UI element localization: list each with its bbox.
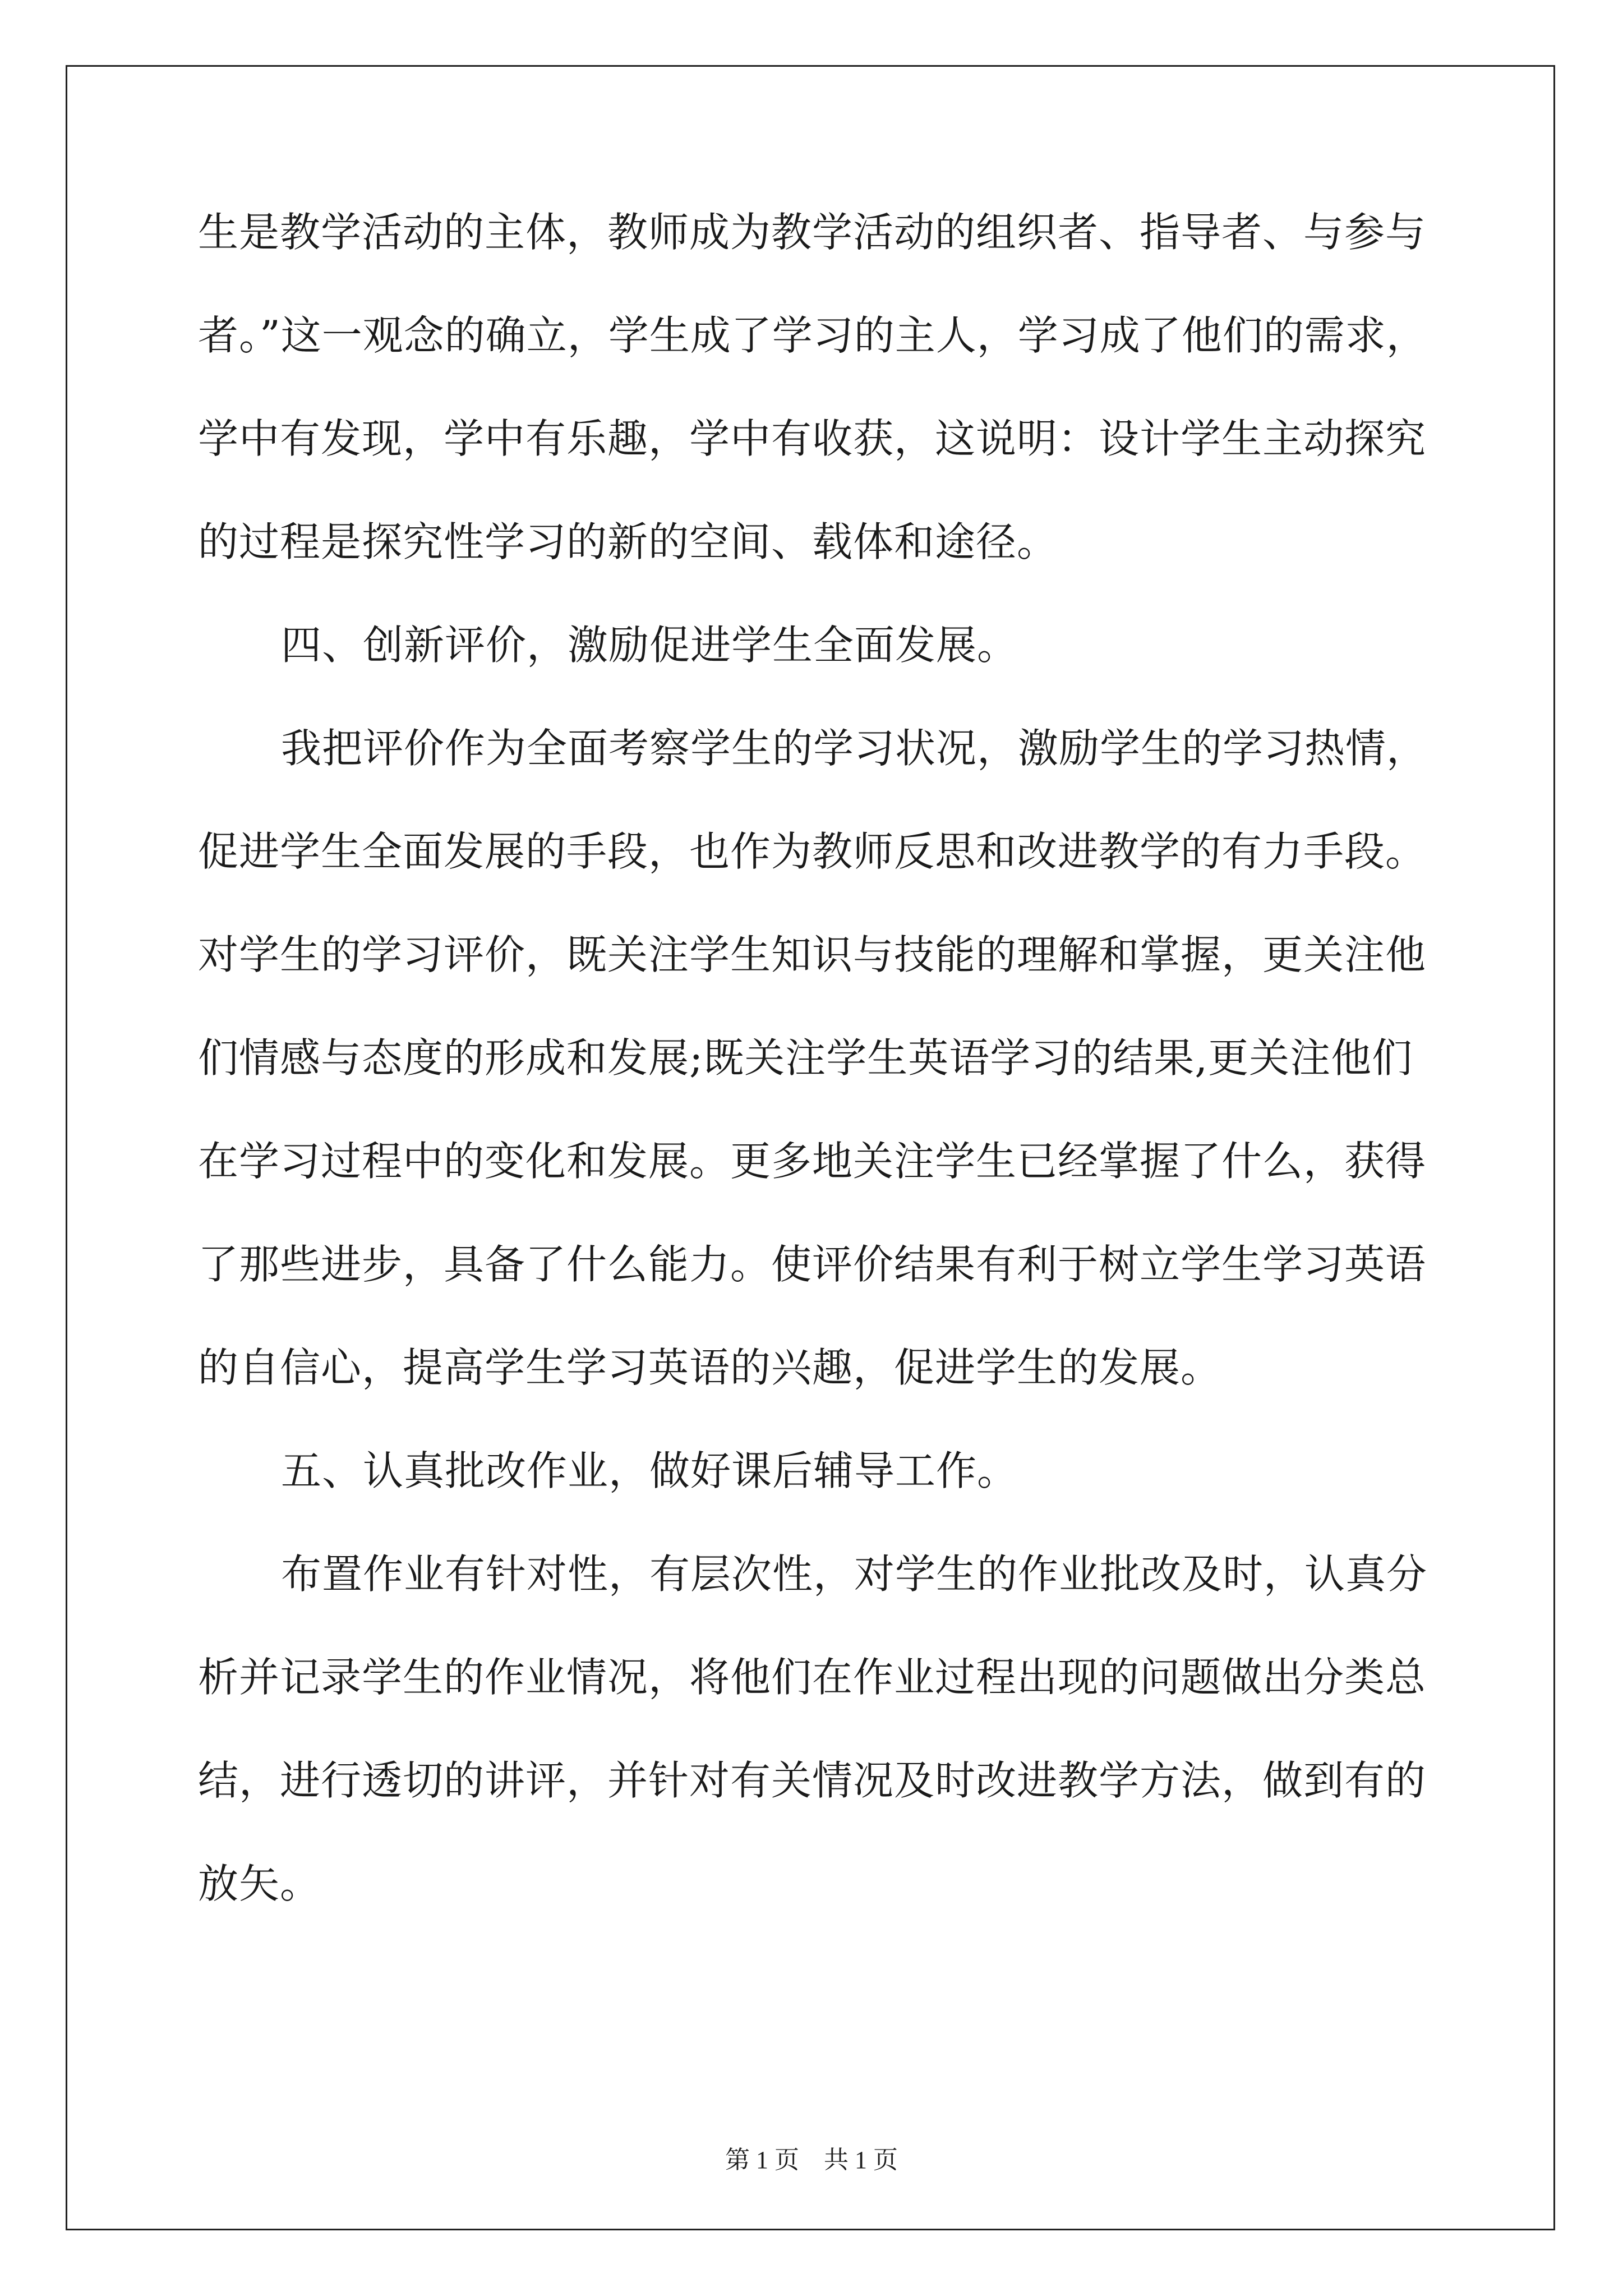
paragraph-start: 布置作业有针对性，有层次性，对学生的作业批改及时，认真分 <box>281 1550 1428 1598</box>
text-line: 们情感与态度的形成和发展;既关注学生英语学习的结果,更关注他们 <box>198 1034 1413 1082</box>
text-line: 结，进行透切的讲评，并针对有关情况及时改进教学方法，做到有的 <box>198 1757 1427 1804</box>
text-line: 生是教学活动的主体，教师成为教学活动的组织者、指导者、与参与 <box>198 209 1427 256</box>
text-line: 者。”这一观念的确立，学生成了学习的主人，学习成了他们的需求， <box>198 312 1427 359</box>
document-body <box>198 209 1432 1967</box>
text-line: 促进学生全面发展的手段，也作为教师反思和改进教学的有力手段。 <box>198 828 1427 875</box>
text-line: 放矢。 <box>198 1860 321 1907</box>
section-heading: 五、认真批改作业，做好课后辅导工作。 <box>281 1447 1018 1494</box>
text-line: 的过程是探究性学习的新的空间、载体和途径。 <box>198 518 1058 565</box>
text-line: 了那些进步，具备了什么能力。使评价结果有利于树立学生学习英语 <box>198 1241 1427 1288</box>
text-line: 学中有发现，学中有乐趣，学中有收获，这说明：设计学生主动探究 <box>198 415 1427 462</box>
text-line: 的自信心，提高学生学习英语的兴趣，促进学生的发展。 <box>198 1344 1222 1391</box>
text-line: 析并记录学生的作业情况，将他们在作业过程出现的问题做出分类总 <box>198 1654 1427 1701</box>
page-number: 第 1 页 共 1 页 <box>725 2146 898 2174</box>
section-heading: 四、创新评价，激励促进学生全面发展。 <box>281 622 1018 669</box>
paragraph-start: 我把评价作为全面考察学生的学习状况，激励学生的学习热情， <box>281 725 1428 772</box>
text-line: 对学生的学习评价，既关注学生知识与技能的理解和掌握，更关注他 <box>198 931 1427 978</box>
text-line: 在学习过程中的变化和发展。更多地关注学生已经掌握了什么，获得 <box>198 1138 1427 1185</box>
